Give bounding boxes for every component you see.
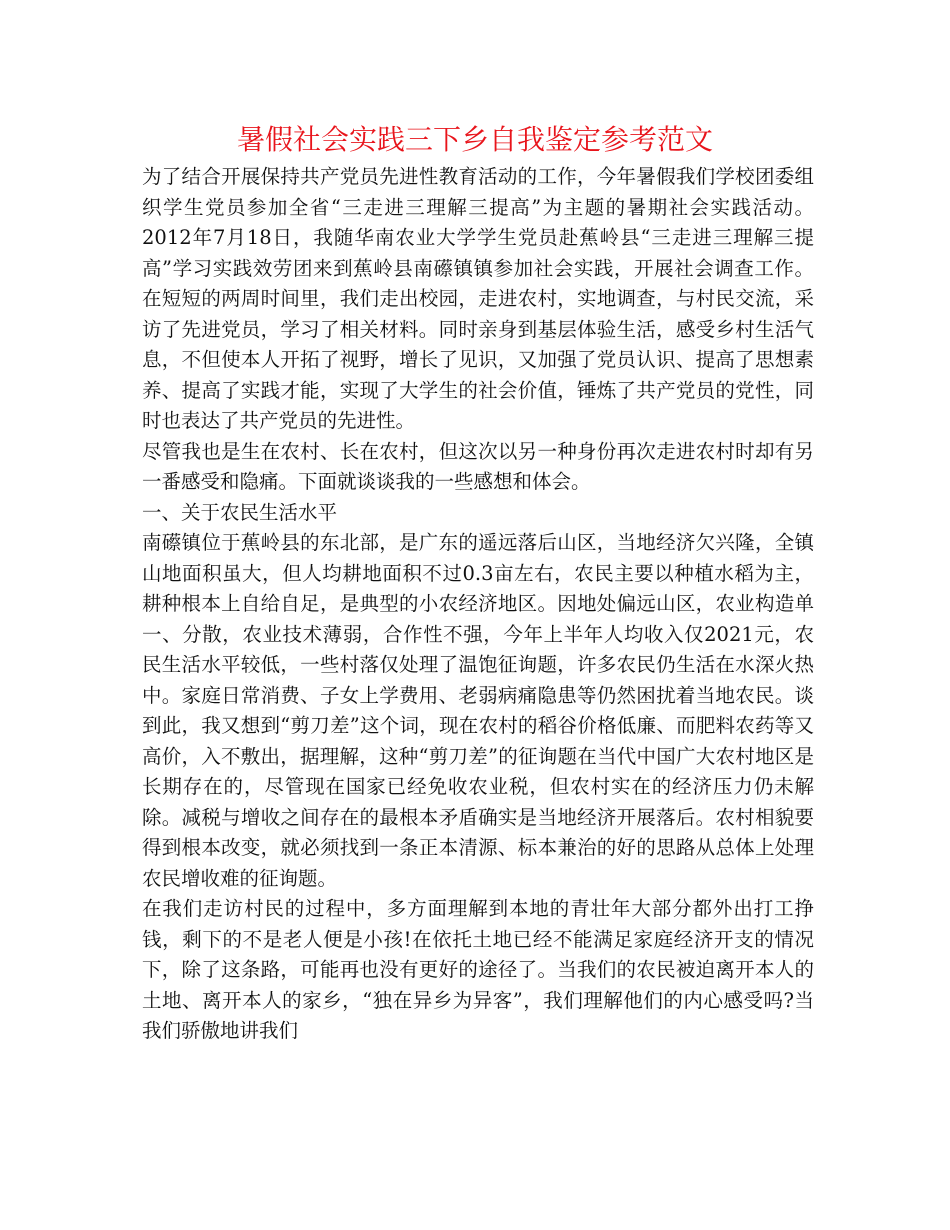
section-heading-farmer-living: 一、关于农民生活水平 <box>142 500 338 524</box>
paragraph-intro: 为了结合开展保持共产党员先进性教育活动的工作，今年暑假我们学校团委组织学生党员参加全省“三走进三理解三提高”为主题的暑期社会实践活动。2012年7月18日，我随华南农业大学学生党员赴蕉岭县“三走进三理解三提高”学习实践效劳团来到蕉岭县南礤镇镇参加社会实践，开展社会调查工作。在短短的两周时间里，我们走出校园，走进农村，实地调查，与村民交流，采访了先进党员，学习了相关材料。同时亲身到基层体验生活，感受乡村生活气息，不但使本人开拓了视野，增长了见识，又加强了党员认识、提高了思想素养、提高了实践才能，实现了大学生的社会价值，锤炼了共产党员的党性，同时也表达了共产党员的先进性。 <box>142 165 814 432</box>
document-body <box>142 162 814 1047</box>
document-title: 暑假社会实践三下乡自我鉴定参考范文 <box>236 123 713 156</box>
paragraph-feelings: 尽管我也是生在农村、长在农村，但这次以另一种身份再次走进农村时却有另一番感受和隐痛。下面就谈谈我的一些感想和体会。 <box>142 439 814 493</box>
paragraph-migrant-workers: 在我们走访村民的过程中，多方面理解到本地的青壮年大部分都外出打工挣钱，剩下的不是老人便是小孩!在依托土地已经不能满足家庭经济开支的情况下，除了这条路，可能再也没有更好的途径了。当我们的农民被迫离开本人的土地、离开本人的家乡，“独在异乡为异客”，我们理解他们的内心感受吗?当我们骄傲地讲我们 <box>142 897 814 1042</box>
paragraph-town-economy: 南礤镇位于蕉岭县的东北部，是广东的遥远落后山区，当地经济欠兴隆，全镇山地面积虽大，但人均耕地面积不过0.3亩左右，农民主要以种植水稻为主，耕种根本上自给自足，是典型的小农经济地区。因地处偏远山区，农业构造单一、分散，农业技术薄弱，合作性不强，今年上半年人均收入仅2021元，农民生活水平较低，一些村落仅处理了温饱征询题，许多农民仍生活在水深火热中。家庭日常消费、子女上学费用、老弱病痛隐患等仍然困扰着当地农民。谈到此，我又想到“剪刀差”这个词，现在农村的稻谷价格低廉、而肥料农药等又高价，入不敷出，据理解，这种“剪刀差”的征询题在当代中国广大农村地区是长期存在的，尽管现在国家已经免收农业税，但农村实在的经济压力仍未解除。减税与增收之间存在的最根本矛盾确实是当地经济开展落后。农村相貌要得到根本改变，就必须找到一条正本清源、标本兼治的好的思路从总体上处理农民增收难的征询题。 <box>142 531 814 890</box>
